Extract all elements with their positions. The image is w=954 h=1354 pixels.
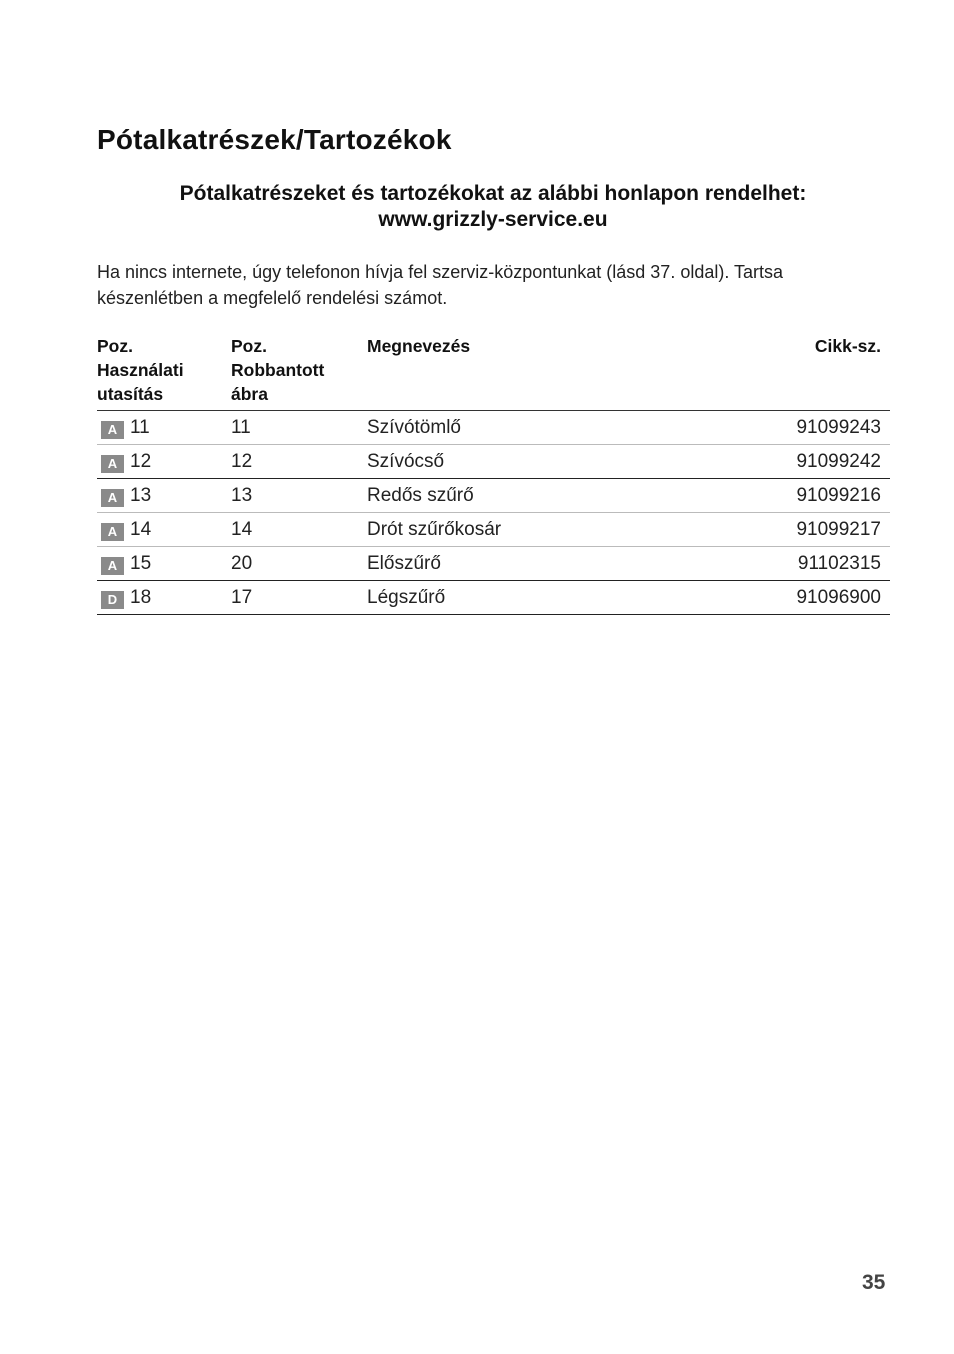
- intro-line: készenlétben a megfelelő rendelési számot.: [97, 288, 448, 308]
- intro-paragraph: [97, 259, 889, 311]
- section-badge: A: [101, 421, 124, 439]
- service-website-link[interactable]: www.grizzly-service.eu: [378, 208, 608, 231]
- column-header-article: Cikk-sz.: [814, 336, 881, 356]
- article-number-cell: 91099216: [796, 484, 881, 506]
- section-badge: A: [101, 523, 124, 541]
- pos-manual-cell: A 14: [97, 513, 231, 547]
- column-header-pos-manual: Poz. Használati utasítás: [97, 336, 184, 404]
- article-number-cell: 91099242: [796, 450, 881, 472]
- part-name-cell: Légszűrő: [367, 586, 446, 608]
- part-name-cell: Szívócső: [367, 450, 445, 472]
- pos-manual-cell: A 11: [97, 411, 231, 445]
- table-row: [97, 479, 890, 513]
- intro-line: Ha nincs internete, úgy telefonon hívja fel szerviz-központunkat (lásd 37. oldal). Tartsa: [97, 262, 784, 282]
- article-number-cell: 91099217: [796, 518, 881, 540]
- table-row: [97, 445, 890, 479]
- spare-parts-table: [97, 334, 890, 615]
- article-number-cell: 91096900: [796, 586, 881, 608]
- pos-exploded-cell: 13: [231, 484, 253, 506]
- order-info-subtitle: [97, 181, 889, 233]
- page-number: 35: [862, 1271, 886, 1294]
- section-badge: A: [101, 557, 124, 575]
- column-header-pos-exploded: Poz. Robbantott ábra: [231, 336, 325, 404]
- pos-exploded-cell: 12: [231, 450, 253, 472]
- section-badge: A: [101, 489, 124, 507]
- part-name-cell: Előszűrő: [367, 552, 441, 574]
- pos-manual-cell: A 13: [97, 479, 231, 513]
- column-header-name: Megnevezés: [367, 336, 471, 356]
- pos-exploded-cell: 20: [231, 552, 253, 574]
- page-title: Pótalkatrészek/Tartozékok: [97, 124, 452, 155]
- section-badge: D: [101, 591, 124, 609]
- table-row: [97, 513, 890, 547]
- part-name-cell: Drót szűrőkosár: [367, 518, 502, 540]
- article-number-cell: 91099243: [796, 416, 881, 438]
- pos-manual-cell: A 12: [97, 445, 231, 479]
- pos-manual-cell: A 15: [97, 547, 231, 581]
- pos-manual-cell: D 18: [97, 581, 231, 615]
- table-header-row: [97, 334, 890, 411]
- subtitle-line: Pótalkatrészeket és tartozékokat az alábbi honlapon rendelhet:: [179, 182, 807, 205]
- table-row: [97, 581, 890, 615]
- pos-exploded-cell: 17: [231, 586, 253, 608]
- table-row: [97, 547, 890, 581]
- pos-exploded-cell: 11: [231, 416, 251, 438]
- table-row: [97, 411, 890, 445]
- part-name-cell: Szívótömlő: [367, 416, 461, 438]
- pos-exploded-cell: 14: [231, 518, 253, 540]
- section-badge: A: [101, 455, 124, 473]
- article-number-cell: 91102315: [797, 552, 881, 574]
- part-name-cell: Redős szűrő: [367, 484, 474, 506]
